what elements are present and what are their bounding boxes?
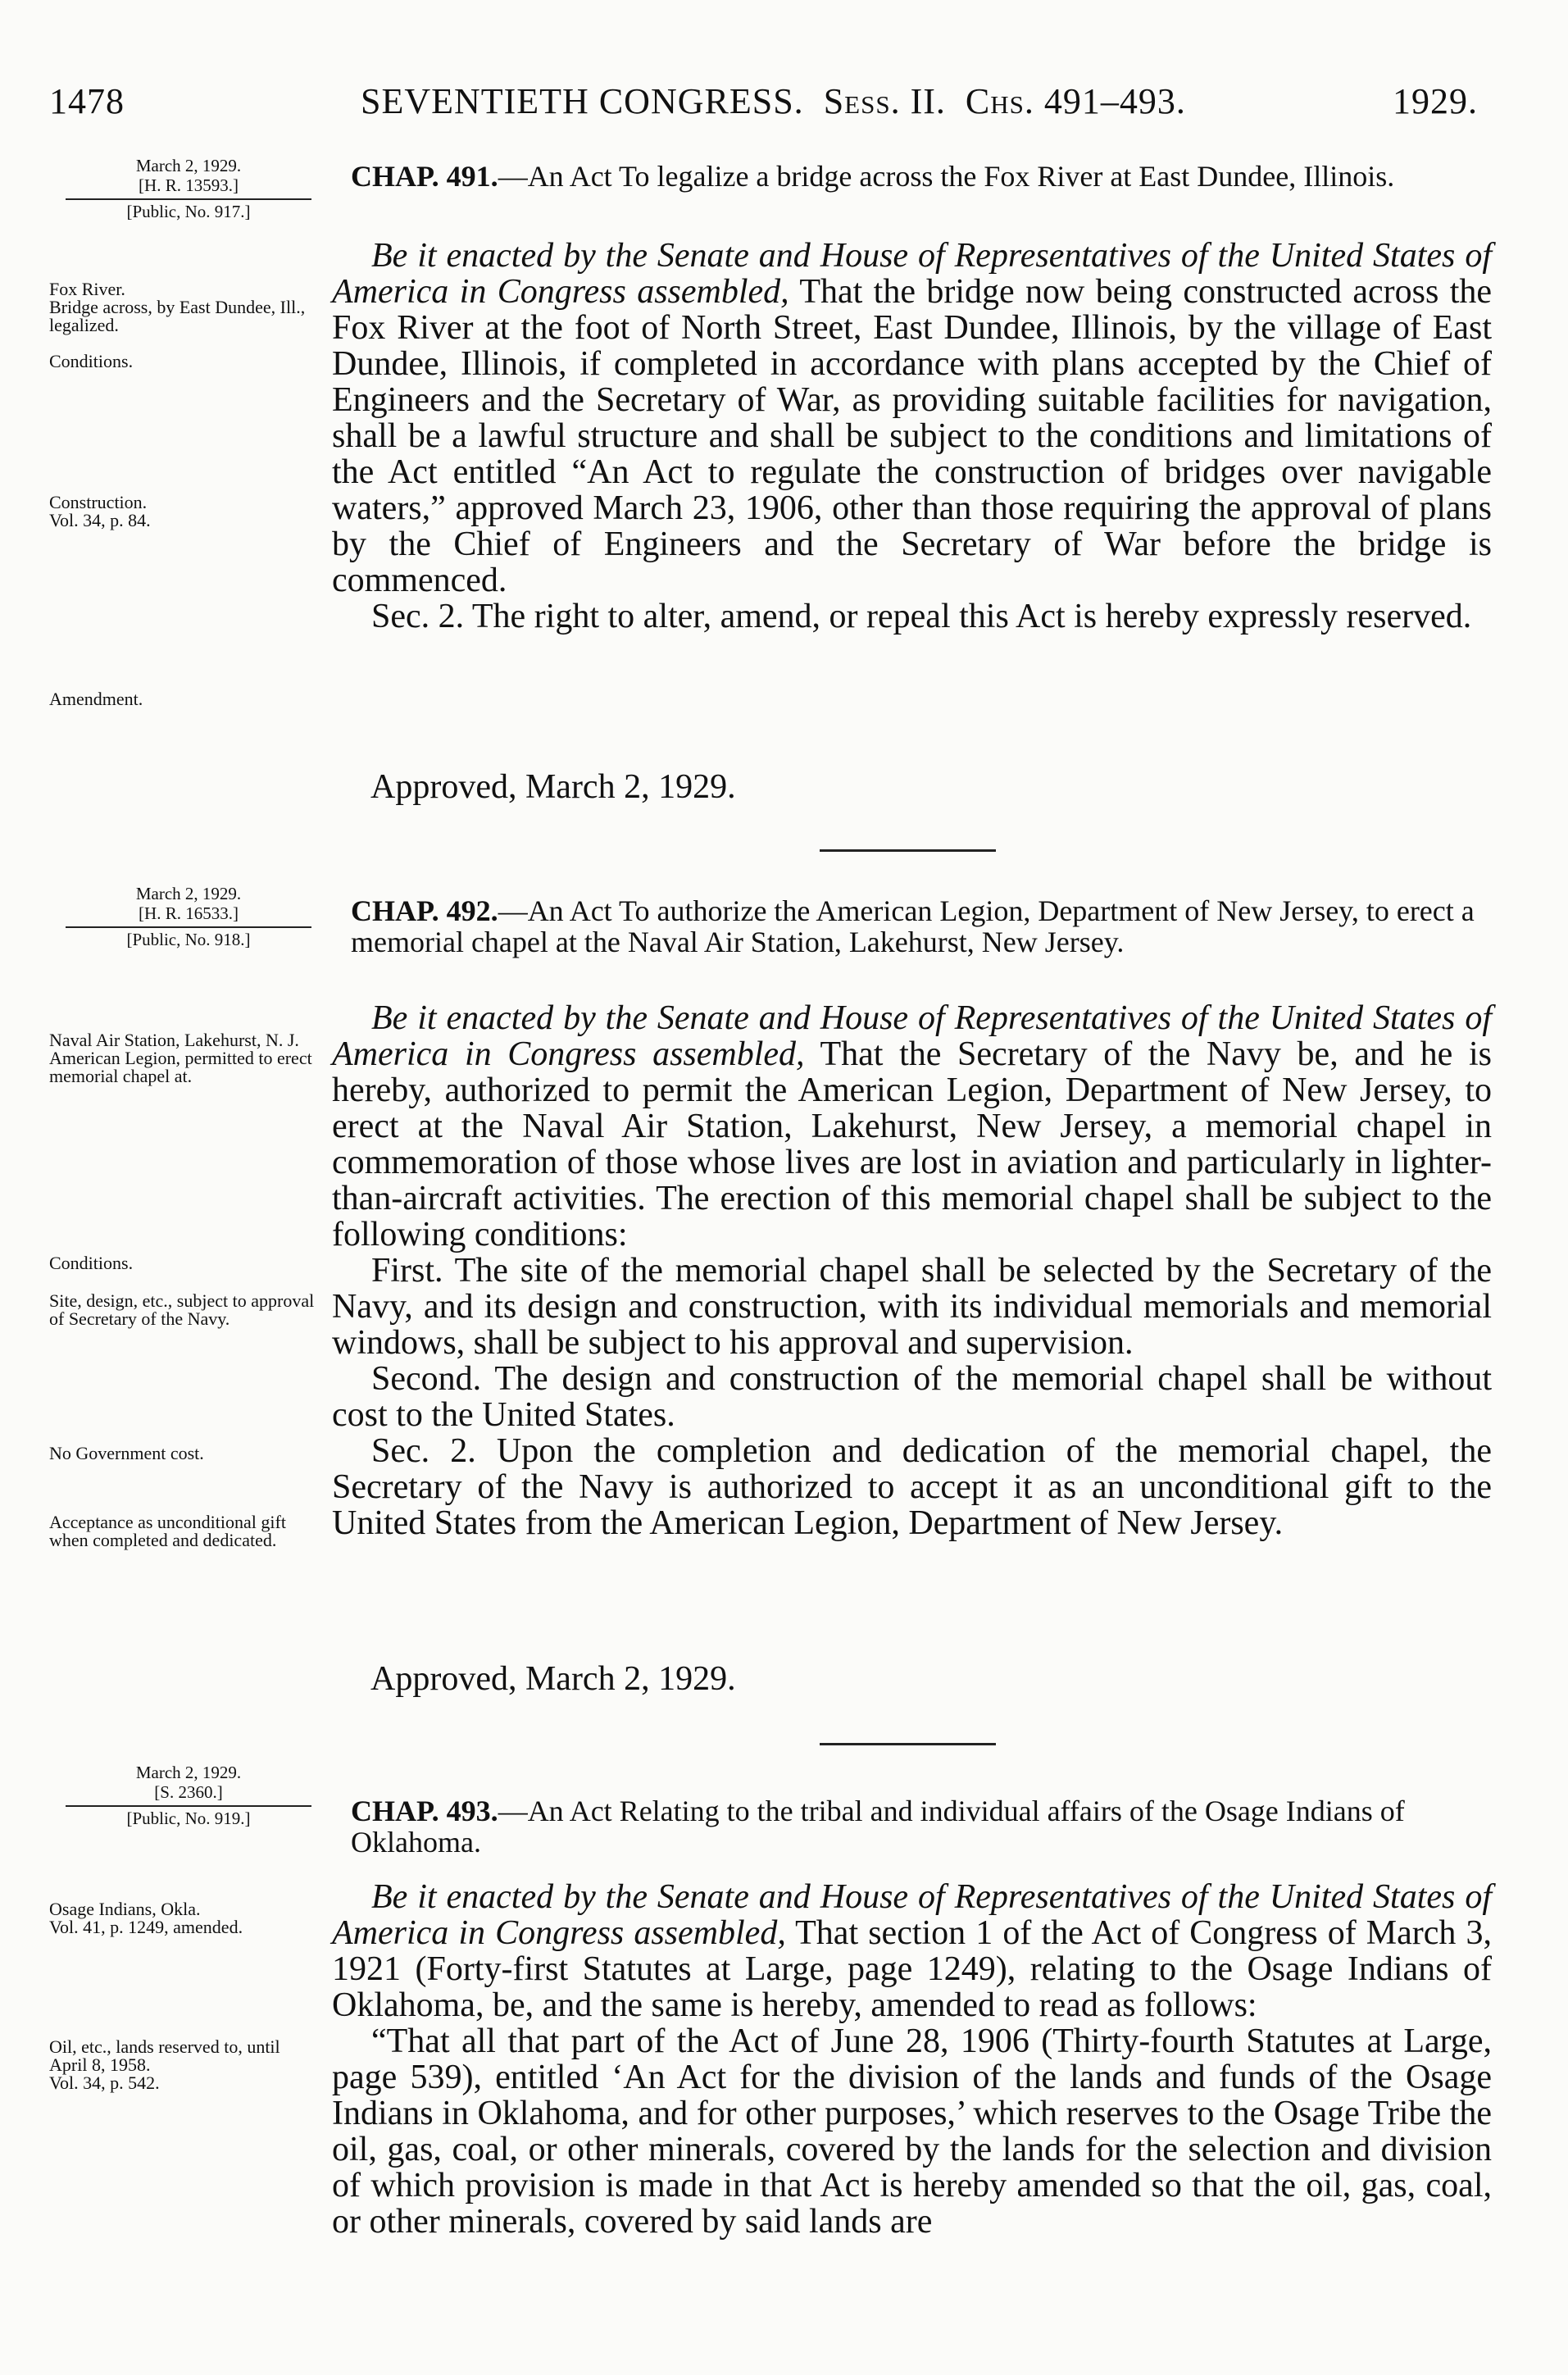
section-text: Sec. 2. The right to alter, amend, or repeal this Act is hereby expressly reserved. <box>371 598 1472 635</box>
margin-note: Amendment. <box>49 689 143 709</box>
section-text: That section 1 of the Act of Congress of March 3, 1921 (Forty-first Statutes at Large, page 1249), relating to the Osage Indians of Oklahoma, be, and the same is hereby, amended to read as follows: <box>332 1914 1492 2024</box>
margin-note: Naval Air Station, Lakehurst, N. J. American Legion, permitted to erect memorial chapel at. <box>49 1030 312 1086</box>
congress-title: SEVENTIETH CONGRESS. <box>361 81 804 121</box>
chapter-493-margin-citation <box>49 1763 328 1828</box>
margin-note: No Government cost. <box>49 1443 204 1463</box>
chapter-491-title <box>351 161 1492 192</box>
chapter-label: CHAP. 493. <box>351 1795 498 1827</box>
chapter-492-margin-citation <box>49 884 328 949</box>
section-text: That the bridge now being constructed across the Fox River at the foot of North Street, East Dundee, Illinois, by the village of East Dundee, Illinois, if completed in accordance with plans accepted by the Chief of Engineers and the Secretary of War, as providing suitable facilities for navigation, shall be a lawful structure and shall be subject to the conditions and limitations of the Act entitled “An Act to regulate the construction of bridges over navigable waters,” approved March 23, 1906, other than those requiring the approval of plans by the Chief of Engineers and the Secretary of War before the bridge is commenced. <box>332 273 1493 599</box>
enacting-clause: Be it enacted by the Senate and House of Representatives of the United States of America in Congress assembled, <box>332 237 1492 311</box>
margin-note: Site, design, etc., subject to approval of Secretary of the Navy. <box>49 1290 315 1329</box>
bill-number: [H. R. 13593.] <box>139 175 239 195</box>
chapter-description: —An Act To legalize a bridge across the Fox River at East Dundee, Illinois. <box>498 160 1395 193</box>
running-head <box>49 80 1478 130</box>
bill-number: [H. R. 16533.] <box>139 903 239 923</box>
margin-note: Fox River. Bridge across, by East Dundee, Ill., legalized. <box>49 279 306 335</box>
chapter-492-body <box>332 1000 1492 1541</box>
chapter-description: —An Act To authorize the American Legion, Department of New Jersey, to erect a memorial chapel at the Naval Air Station, Lakehurst, New Jersey. <box>351 894 1475 958</box>
enactment-date: March 2, 1929. <box>135 884 242 903</box>
margin-note: Conditions. <box>49 351 134 371</box>
chapter-491-margin-citation <box>49 156 328 221</box>
enactment-date: March 2, 1929. <box>135 156 242 175</box>
section-text: Sec. 2. Upon the completion and dedication of the memorial chapel, the Secretary of the Navy is authorized to accept it as an unconditional gift to the United States from the American Legion, Department of New Jersey. <box>332 1432 1492 1542</box>
bill-number: [S. 2360.] <box>154 1782 223 1802</box>
approval-line: Approved, March 2, 1929. <box>370 768 736 806</box>
approval-line: Approved, March 2, 1929. <box>370 1660 736 1698</box>
margin-note: Construction. Vol. 34, p. 84. <box>49 492 151 530</box>
public-law-number: [Public, No. 918.] <box>126 930 251 949</box>
enactment-date: March 2, 1929. <box>135 1763 242 1782</box>
public-law-number: [Public, No. 917.] <box>126 202 251 221</box>
margin-note: Oil, etc., lands reserved to, until April 8, 1958. Vol. 34, p. 542. <box>49 2036 280 2093</box>
divider <box>820 1743 996 1745</box>
enacting-clause: Be it enacted by the Senate and House of Representatives of the United States of America in Congress assembled, <box>332 999 1492 1073</box>
running-title <box>361 80 1186 122</box>
margin-note: Osage Indians, Okla. Vol. 41, p. 1249, amended. <box>49 1899 243 1937</box>
chapter-label: CHAP. 492. <box>351 894 498 927</box>
section-text: That the Secretary of the Navy be, and he is hereby, authorized to permit the American Legion, Department of New Jersey, to erect at the Naval Air Station, Lakehurst, New Jersey, a memorial chapel in commemoration of those whose lives are lost in aviation and particularly in lighter-than-aircraft activities. The erection of this memorial chapel shall be subject to the following conditions: <box>332 1035 1492 1253</box>
chapter-491-body <box>332 238 1492 635</box>
page-number: 1478 <box>49 81 125 121</box>
session: Sess. II. <box>823 81 946 121</box>
chapters-range: Chs. 491–493. <box>965 81 1186 121</box>
chapter-description: —An Act Relating to the tribal and individual affairs of the Osage Indians of Oklahoma. <box>351 1795 1405 1859</box>
divider <box>820 849 996 852</box>
chapter-492-title <box>351 895 1492 958</box>
year: 1929. <box>1393 81 1478 121</box>
section-text: First. The site of the memorial chapel shall be selected by the Secretary of the Navy, and its design and construction, with its individual memorials and memorial windows, shall be subject to his approval and supervision. <box>332 1252 1492 1362</box>
chapter-493-body <box>332 1879 1492 2240</box>
chapter-label: CHAP. 491. <box>351 160 498 193</box>
margin-note: Conditions. <box>49 1253 134 1273</box>
chapter-493-title <box>351 1795 1492 1858</box>
section-text: “That all that part of the Act of June 28, 1906 (Thirty-fourth Statutes at Large, page 539), entitled ‘An Act for the division of the lands and funds of the Osage Indians in Oklahoma, and for other purposes,’ which reserves to the Osage Tribe the oil, gas, coal, or other minerals, covered by the lands for the selection and division of which provision is made in that Act is hereby amended so that the oil, gas, coal, or other minerals, covered by said lands are <box>332 2022 1492 2241</box>
enacting-clause: Be it enacted by the Senate and House of Representatives of the United States of America in Congress assembled, <box>332 1878 1492 1952</box>
public-law-number: [Public, No. 919.] <box>126 1809 251 1828</box>
section-text: Second. The design and construction of the memorial chapel shall be without cost to the United States. <box>332 1360 1492 1434</box>
margin-note: Acceptance as unconditional gift when completed and dedicated. <box>49 1512 286 1550</box>
